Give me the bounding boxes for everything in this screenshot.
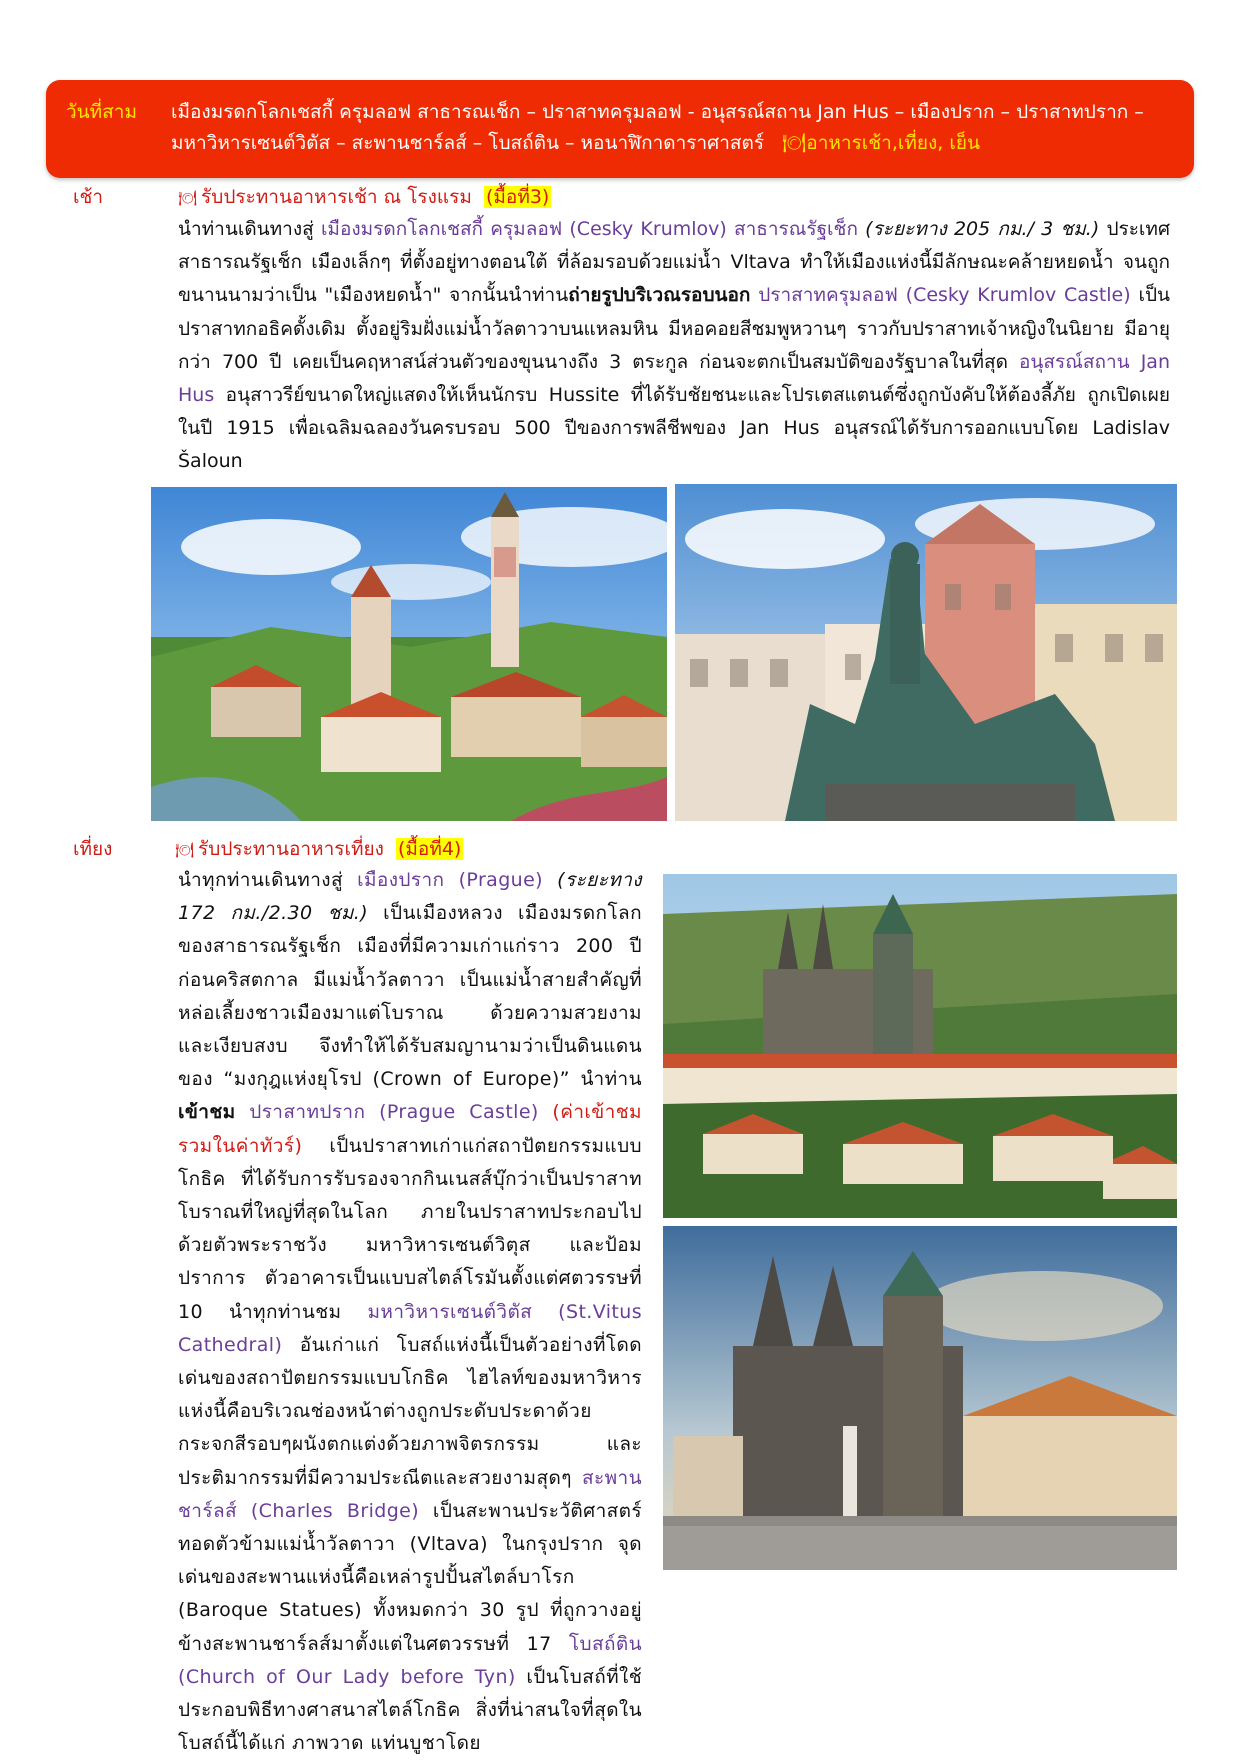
place-jan-hus: อนุสรณ์สถาน Jan Hus xyxy=(178,350,1170,407)
period-morning: เช้า xyxy=(73,186,104,208)
place-krumlov-castle: ปราสาทครุมลอฟ (Cesky Krumlov Castle) xyxy=(750,284,1131,307)
photo-cesky-krumlov xyxy=(151,487,667,821)
place-cesky-krumlov: เมืองมรดกโลกเชสกี้ ครุมลอฟ (Cesky Krumlov) สาธารณรัฐเช็ก xyxy=(320,218,858,240)
lunch-meal-number: (มื้อที่4) xyxy=(397,838,462,860)
prague-distance: (ระยะทาง 172 กม./2.30 ชม.) xyxy=(178,869,642,925)
day-header-banner xyxy=(46,80,1194,178)
place-st-vitus: มหาวิหารเซนต์วิตัส (St.Vitus Cathedral) xyxy=(178,1300,642,1356)
photo-jan-hus-memorial xyxy=(675,484,1177,821)
day-route xyxy=(171,97,1171,159)
breakfast-meal-number: (มื้อที่3) xyxy=(485,186,550,208)
fee-note: (ค่าเข้าชม รวมในค่าทัวร์) xyxy=(178,1101,642,1157)
noon-text-5: เป็นสะพานประวัติศาสตร์ทอดตัวข้ามแม่น้ำวัลตาวา (Vltava) ในกรุงปราก จุดเด่นของสะพานแห่งนี้คือเหล่ารูปปั้นสไตล์บาโรก (Baroque Statues) ทั้งหมดกว่า 30 รูป ที่ถูกวางอยู่ข้างสะพานชาร์ลส์มาตั้งแต่ในศตวรรษที่ 17 xyxy=(178,1499,643,1655)
breakfast-text: รับประทานอาหารเช้า ณ โรงแรม xyxy=(201,186,472,208)
visit-note: เข้าชม xyxy=(178,1101,236,1124)
photo-outside-note: ถ่ายรูปบริเวณรอบนอก xyxy=(568,284,751,307)
route-text: เมืองมรดกโลกเชสกี้ ครุมลอฟ สาธารณเช็ก – ปราสาทครุมลอฟ - อนุสรณ์สถาน Jan Hus – เมืองปราก – ปราสาทปราก – มหาวิหารเซนต์วิตัส – สะพานชาร์ลส์ – โบสถ์ติน – หอนาฬิกาดาราศาสตร์ xyxy=(171,101,1144,154)
photo-prague-castle-panorama xyxy=(663,874,1177,1218)
plate-cutlery-icon: 🍽 xyxy=(175,841,195,859)
morning-text-1: นำท่านเดินทางสู่ xyxy=(178,218,321,240)
lunch-line xyxy=(175,834,463,864)
morning-text-2: ประเทศสาธารณรัฐเช็ก เมืองเล็กๆ ที่ตั้งอยู่ทางตอนใต้ ที่ล้อมรอบด้วยแม่น้ำ Vltava ทำให้เมืองแห่งนี้มีลักษณะคล้ายหยดน้ำ จนถูกขนานนามว่าเป็น "เมืองหยดน้ำ" จากนั้นนำท่าน xyxy=(178,218,1171,307)
plate-cutlery-icon: 🍽 xyxy=(178,189,198,207)
morning-paragraph xyxy=(178,213,1170,479)
lunch-text: รับประทานอาหารเที่ยง xyxy=(198,838,384,860)
place-prague: เมืองปราก (Prague) xyxy=(357,869,543,891)
noon-text-1: นำทุกท่านเดินทางสู่ xyxy=(178,869,358,891)
noon-text-6: เป็นโบสถ์ที่ใช้ประกอบพิธีทางศาสนาสไตล์โกธิค สิ่งที่น่าสนใจที่สุดในโบสถ์นี้ได้แก่ ภาพวาด แท่นบูชาโดย xyxy=(178,1665,643,1755)
morning-text-4: อนุสาวรีย์ขนาดใหญ่แสดงให้เห็นนักรบ Hussite ที่ได้รับชัยชนะและโปรเตสแตนต์ซึ่งถูกบังคับให้ต้องลี้ภัย ถูกเปิดเผยในปี 1915 เพื่อเฉลิมฉลองวันครบรอบ 500 ปีของการพลีชีพของ Jan Hus อนุสรณ์ได้รับการออกแบบโดย Ladislav Šaloun xyxy=(178,384,1170,473)
photo-st-vitus-cathedral xyxy=(663,1226,1177,1570)
place-tyn-church: โบสถ์ติน (Church of Our Lady before Tyn) xyxy=(178,1632,642,1688)
noon-paragraph-column xyxy=(178,864,643,1755)
breakfast-line xyxy=(178,182,551,212)
place-prague-castle: ปราสาทปราก (Prague Castle) xyxy=(235,1101,539,1124)
noon-text-3: เป็นปราสาทเก่าแก่สถาปัตยกรรมแบบโกธิค ที่ได้รับการรับรองจากกินเนสส์บุ๊กว่าเป็นปราสาทโบราณที่ใหญ่ที่สุดในโลก ภายในปราสาทประกอบไปด้วยตัวพระราชวัง มหาวิหารเซนต์วิตุส และป้อมปราการ ตัวอาคารเป็นแบบสไตล์โรมันตั้งแต่ศตวรรษที่ 10 นำทุกท่านชม xyxy=(178,1134,642,1323)
morning-text-3: เป็นปราสาทกอธิคดั้งเดิม ตั้งอยู่ริมฝั่งแม่น้ำวัลตาวาบนแหลมหิน มีหอคอยสีชมพูหวานๆ ราวกับปราสาทเจ้าหญิงในนิยาย มีอายุกว่า 700 ปี เคยเป็นคฤหาสน์ส่วนตัวของขุนนางถึง 3 ตระกูล ก่อนจะตกเป็นสมบัติของรัฐบาลในที่สุด xyxy=(178,284,1170,373)
meals-note: 🍽อาหารเช้า,เที่ยง, เย็น xyxy=(782,132,980,154)
noon-text-2: เป็นเมืองหลวง เมืองมรดกโลกของสาธารณรัฐเช็ก เมืองที่มีความเก่าแก่ราว 200 ปีก่อนคริสตกาล มีแม่น้ำวัลตาวา เป็นแม่น้ำสายสำคัญที่หล่อเลี้ยงชาวเมืองมาแต่โบราณ ด้วยความสวยงาม และเงียบสงบ จึงทำให้ได้รับสมญานามว่าเป็นดินแดนของ “มงกุฎแห่งยุโรป (Crown of Europe)” นำท่าน xyxy=(178,902,642,1091)
day-label: วันที่สาม xyxy=(66,101,137,123)
period-noon: เที่ยง xyxy=(73,838,113,860)
noon-text-4: อันเก่าแก่ โบสถ์แห่งนี้เป็นตัวอย่างที่โดดเด่นของสถาปัตยกรรมแบบโกธิค ไฮไลท์ของมหาวิหารแห่งนี้คือบริเวณช่องหน้าต่างถูกประดับประดาด้วยกระจกสีรอบๆผนังตกแต่งด้วยภาพจิตรกรรม และประติมากรรมที่มีความประณีตและสวยงามสุดๆ xyxy=(178,1333,642,1489)
cesky-distance: (ระยะทาง 205 กม./ 3 ชม.) xyxy=(857,218,1100,240)
place-charles-bridge: สะพานชาร์ลส์ (Charles Bridge) xyxy=(178,1466,642,1522)
